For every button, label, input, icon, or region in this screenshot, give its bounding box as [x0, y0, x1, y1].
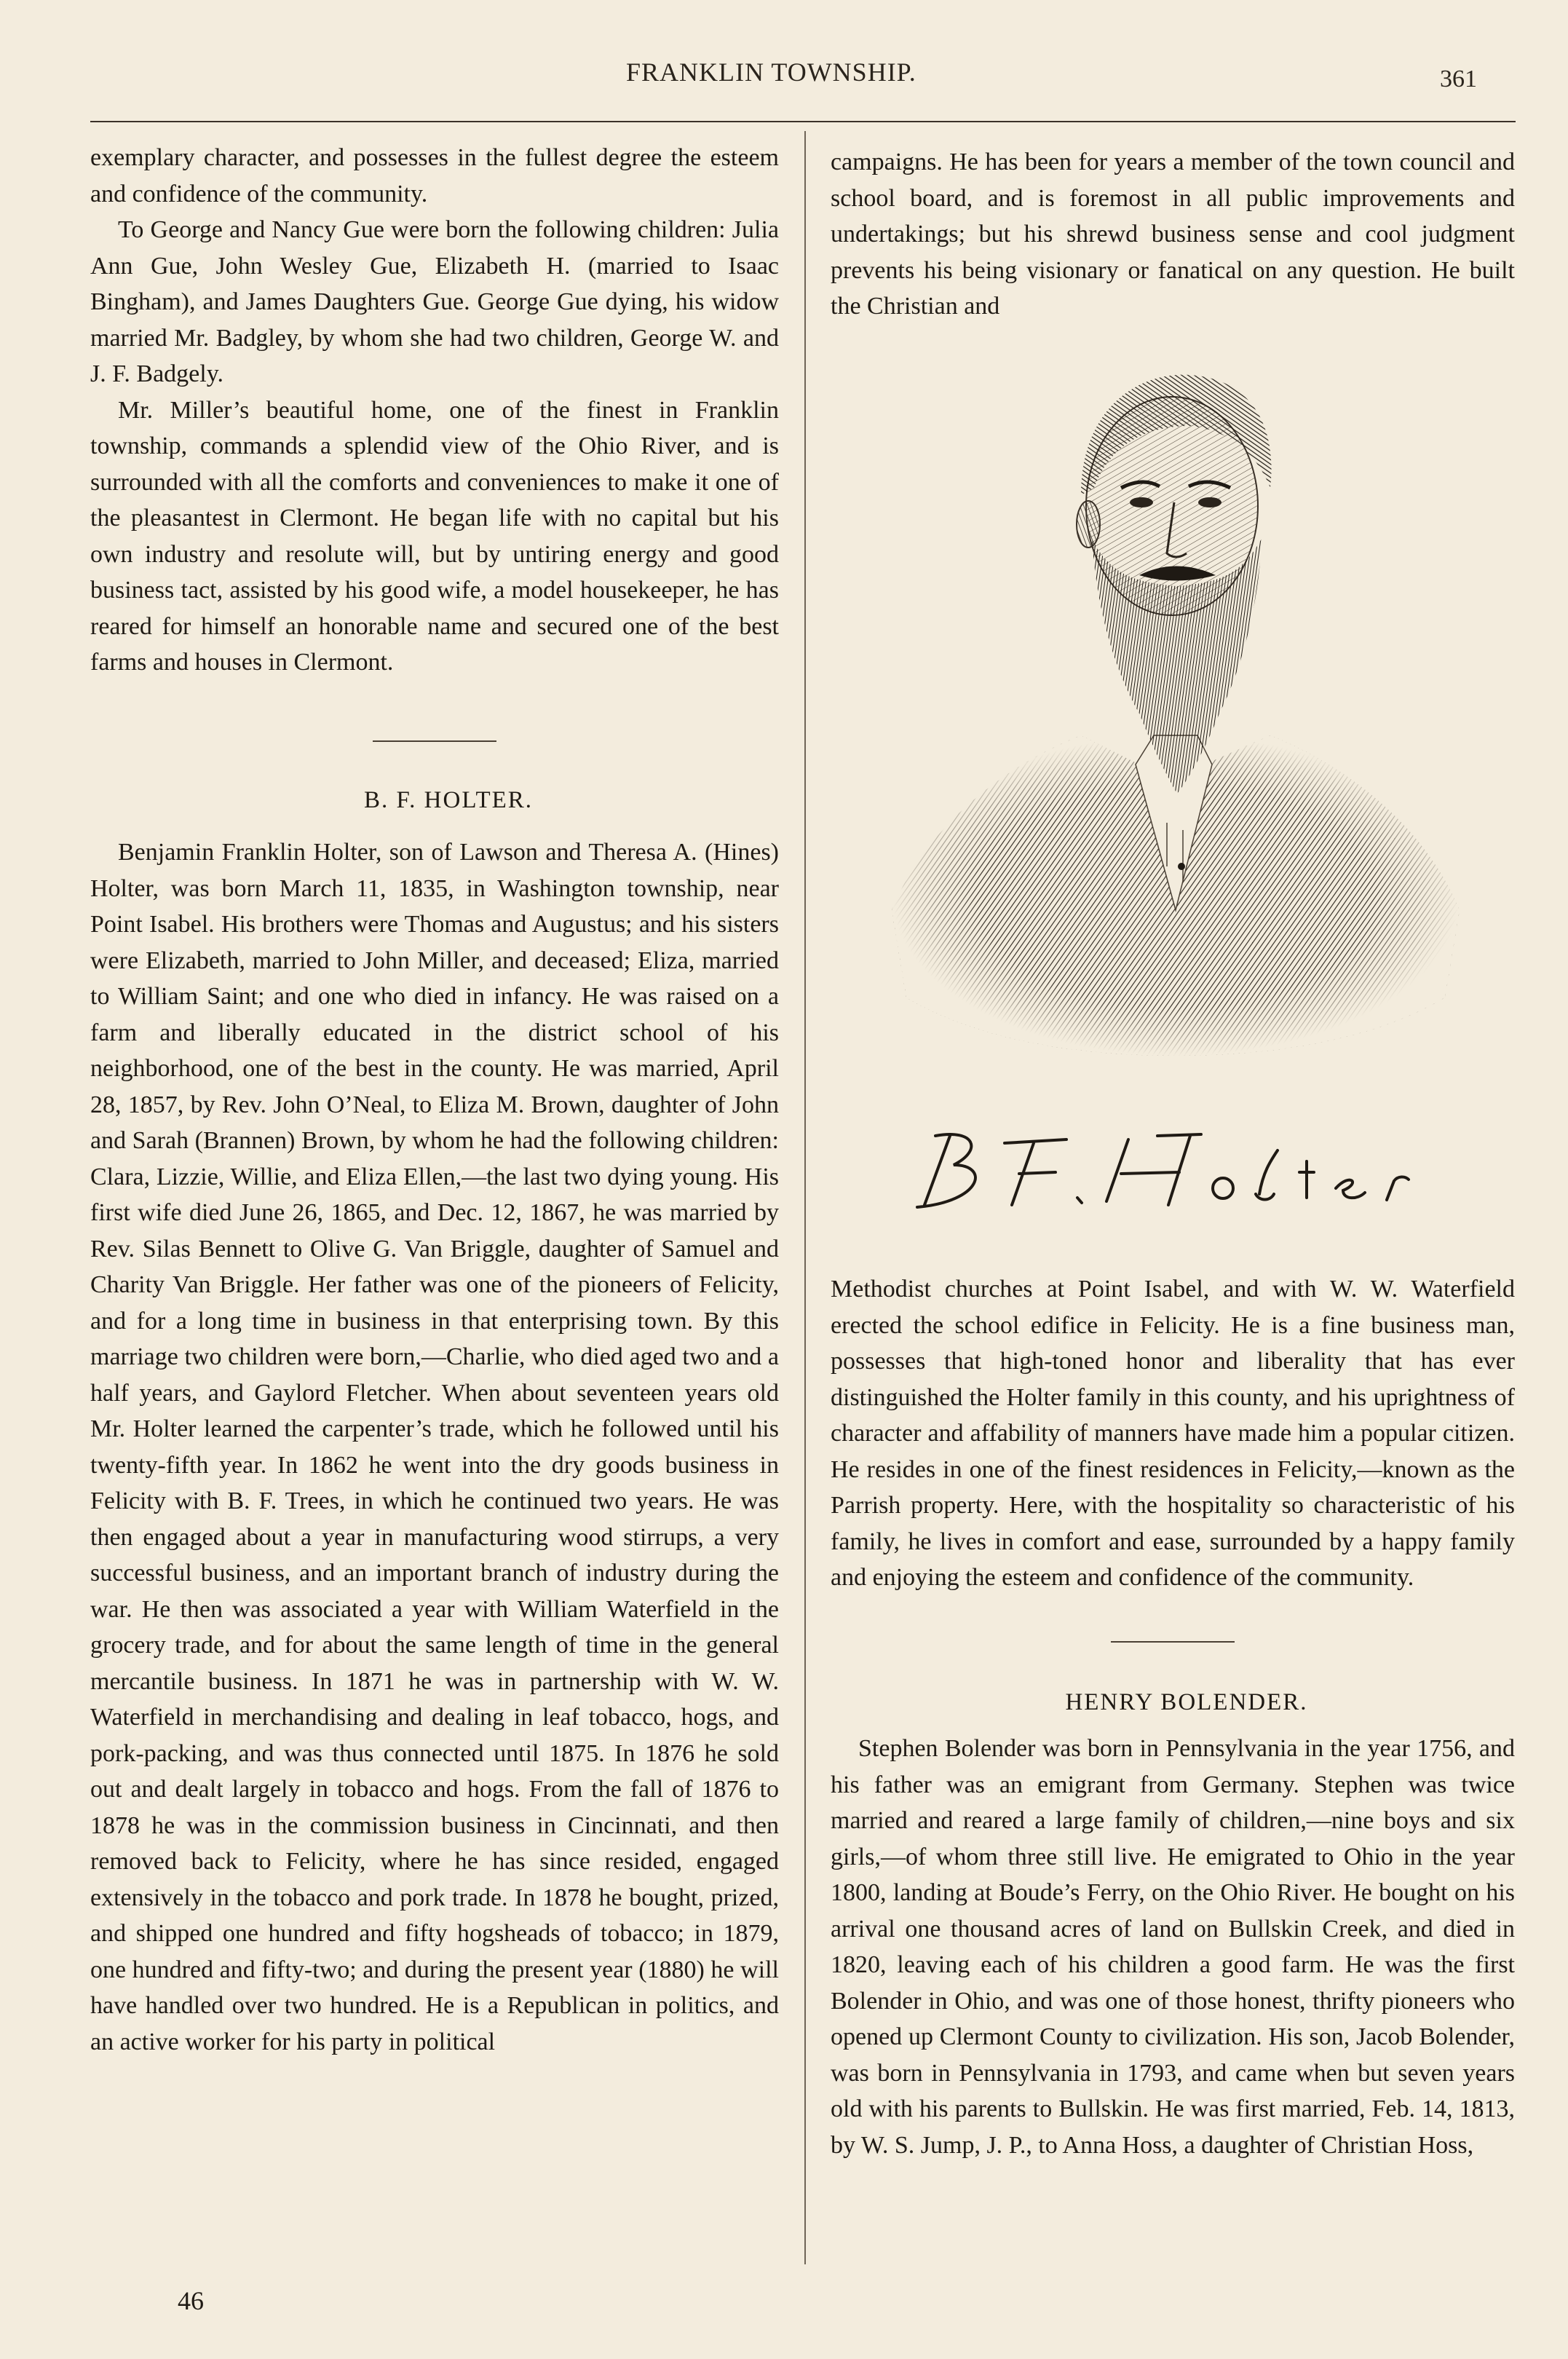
header-rule [90, 121, 1516, 122]
paragraph-holter-continued: campaigns. He has been for years a member of the town council and school board, and is foremost in all public improvements and undertakings; but his shrewd business sense and cool judgment prevents his being visionary or fanatical on any question. He built the Christian and [831, 149, 1515, 320]
paragraph-miller-end: exemplary character, and possesses in the fullest degree the esteem and confidence of the community. [90, 144, 779, 208]
right-column-top [831, 144, 1515, 325]
section-title-bolender: HENRY BOLENDER. [1065, 1688, 1308, 1715]
paragraph-miller-home: Mr. Miller’s beautiful home, one of the finest in Franklin township, commands a splendid view of the Ohio River, and is surrounded with all the comforts and conveniences to make it one of the pleasantest in Clermont. He began life with no capital but his own industry and resolute will, but by untiring energy and good business tact, assisted by his good wife, a model housekeeper, he has reared for himself an honorable name and secured one of the best farms and houses in Clermont. [90, 396, 779, 676]
paragraph-gue-children: To George and Nancy Gue were born the following children: Julia Ann Gue, John Wesley Gue, Elizabeth H. (married to Isaac Bingham), and James Daughters Gue. George Gue dying, his widow married Mr. Badgley, by whom she had two children, George W. and J. F. Badgely. [90, 216, 779, 387]
page-number: 361 [1440, 66, 1477, 92]
left-column [90, 140, 779, 2060]
signature-holter [895, 1121, 1478, 1216]
right-column-bottom [831, 1271, 1515, 2163]
column-divider [804, 131, 806, 2264]
running-head: FRANKLIN TOWNSHIP. [626, 58, 916, 87]
paragraph-holter-biography: Benjamin Franklin Holter, son of Lawson and Theresa A. (Hines) Holter, was born March 11, 1835, in Washington township, near Point Isabel. His brothers were Thomas and Augustus; and his sisters were Elizabeth, married to John Miller, and deceased; Eliza, married to William Saint; and one who died in infancy. He was raised on a farm and liberally educated in the district school of his neighborhood, one of the best in the county. He was married, April 28, 1857, by Rev. John O’Neal, to Eliza M. Brown, daughter of John and Sarah (Brannen) Brown, by whom he had the following children: Clara, Lizzie, Willie, and Eliza Ellen,—the last two dying young. His first wife died June 26, 1865, and Dec. 12, 1867, he was married by Rev. Silas Bennett to Olive G. Van Briggle, daughter of Samuel and Charity Van Briggle. Her father was one of the pioneers of Felicity, and for a long time in business in that enterprising town. By this marriage two children were born,—Charlie, who died aged two and a half years, and Gaylord Fletcher. When about seventeen years old Mr. Holter learned the carpenter’s trade, which he followed until his twenty-fifth year. In 1862 he went into the dry goods business in Felicity with B. F. Trees, in which he continued two years. He was then engaged about a year in manufacturing wood stirrups, a very successful business, and an important branch of industry during the war. He then was associated a year with William Waterfield in the grocery trade, and for about the same length of time in the general mercantile business. In 1871 he was in partnership with W. W. Waterfield in merchandising and dealing in leaf tobacco, hogs, and pork-packing, and was thus connected until 1875. In 1876 he sold out and dealt largely in tobacco and hogs. From the fall of 1876 to 1878 he was in the commission business in Cincinnati, and then removed back to Felicity, where he has since resided, engaged extensively in the tobacco and pork trade. In 1878 he bought, prized, and shipped one hundred and fifty hogsheads of tobacco; in 1879, one hundred and fifty-two; and during the present year (1880) he will have handled over two hundred. He is a Republican in politics, and an active worker for his party in political [90, 839, 779, 2055]
section-title-holter: B. F. HOLTER. [363, 786, 534, 813]
portrait-engraving [863, 357, 1481, 1114]
printer-signature-mark: 46 [178, 2286, 204, 2315]
paragraph-bolender-biography: Stephen Bolender was born in Pennsylvania in the year 1756, and his father was an emigrant from Germany. Stephen was twice married and reared a large family of children,—nine boys and six girls,—of whom three still live. He emigrated to Ohio in the year 1800, landing at Boude’s Ferry, on the Ohio River. He bought on his arrival one thousand acres of land on Bullskin Creek, and died in 1820, leaving each of his children a good farm. He was the first Bolender in Ohio, and was one of those honest, thrifty pioneers who opened up Clermont County to civilization. His son, Jacob Bolender, was born in Pennsylvania in 1793, and came when but seven years old with his parents to Bullskin. He was first married, Feb. 14, 1813, by W. S. Jump, J. P., to Anna Hoss, a daughter of Christian Hoss, [831, 1735, 1515, 2159]
paragraph-holter-churches: Methodist churches at Point Isabel, and with W. W. Waterfield erected the school edifice in Felicity. He is a fine business man, possesses that high-toned honor and liberality that has ever distinguished the Holter family in this county, and his uprightness of character and affability of manners have made him a popular citizen. He resides in one of the finest residences in Felicity,—known as the Parrish property. Here, with the hospitality so characteristic of his family, he lives in comfort and ease, surrounded by a happy family and enjoying the esteem and confidence of the community. [831, 1276, 1515, 1591]
